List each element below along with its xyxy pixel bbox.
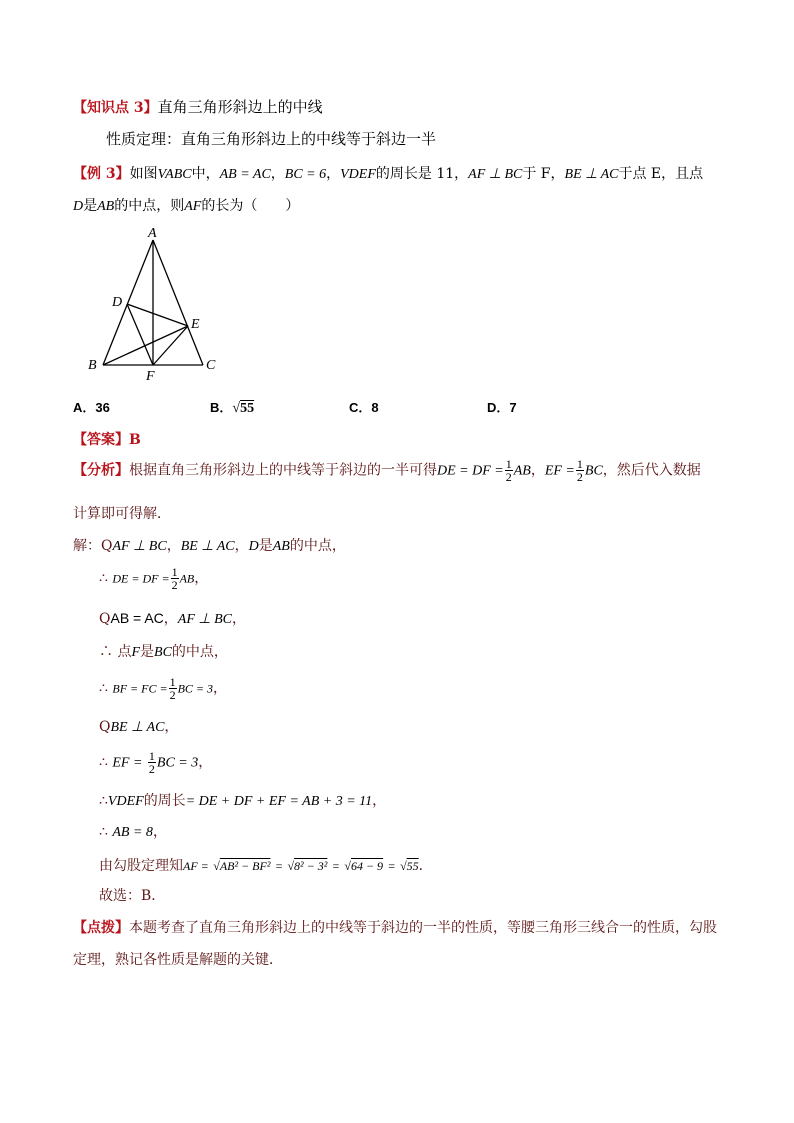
section-title: 直角三角形斜边上的中线 xyxy=(157,98,323,116)
theorem-line xyxy=(106,128,436,149)
equation: EF = xyxy=(544,463,575,479)
label-e: E xyxy=(191,317,200,332)
label-a: A xyxy=(148,226,157,241)
example-text: 的长为（ ） xyxy=(201,198,300,214)
example-text: 是 xyxy=(83,198,98,214)
analysis-tag: 【分析】 xyxy=(73,462,129,479)
solution-line-4: ∴ 点F是BC的中点， xyxy=(99,644,228,660)
example-text: 于 F， xyxy=(522,166,565,182)
comment-text: 本题考查了直角三角形斜边上的中线等于斜边的一半的性质，等腰三角形三线合一的性质，勾股 xyxy=(129,920,717,936)
equation: AB xyxy=(513,463,531,479)
solution-line-5: ∴ BF = FC = $\frac{1}{2}$ BC = 3， xyxy=(99,675,228,702)
analysis-text: ，然后代入数据 xyxy=(602,462,701,479)
segment-df xyxy=(127,304,153,365)
analysis-line-1 xyxy=(73,458,701,483)
solution-line-10: 由勾股定理知AF = √AB² − BF² = √8² − 3² = √64 − 9 = √55． xyxy=(99,858,433,874)
equation: DE = DF = xyxy=(437,463,504,479)
example-text: 的周长是 11， xyxy=(375,166,469,182)
solution-line-7: ∴ EF = $\frac{1}{2}$ BC = 3， xyxy=(99,749,213,776)
label-b: B xyxy=(88,358,97,373)
solution-label: 解： xyxy=(73,538,101,554)
triangle-def: VDEF xyxy=(340,167,376,182)
segment-de xyxy=(127,304,188,326)
option-c[interactable]: C．8 xyxy=(349,400,379,415)
comment-tag: 【点拨】 xyxy=(73,920,129,936)
example-text: 的中点，则 xyxy=(114,198,185,214)
example-tag: 【例 3】 xyxy=(73,166,130,182)
answer-line xyxy=(73,429,141,449)
solution-line-9: ∴ AB = 8， xyxy=(99,824,167,840)
option-d[interactable]: D．7 xyxy=(487,400,517,415)
fraction-half: $\frac{1}{2}$ xyxy=(576,457,583,484)
math-var: D xyxy=(73,199,84,214)
triangle-figure xyxy=(84,222,224,382)
triangle-abc: VABC xyxy=(157,167,192,182)
label-d: D xyxy=(112,295,123,310)
solution-line-2: ∴ DE = DF = $\frac{1}{2}$ AB， xyxy=(99,565,209,592)
solution-line-11: 故选：B． xyxy=(99,888,166,904)
comment-line-1 xyxy=(73,917,717,937)
answer-tag: 【答案】 xyxy=(73,432,129,448)
equation: BE ⊥ AC xyxy=(564,167,619,182)
example-text: 中， xyxy=(191,166,220,182)
option-b-prefix: B． xyxy=(210,400,233,415)
example-line-1 xyxy=(73,163,703,183)
label-c: C xyxy=(206,358,216,373)
solution-line-1: 解：QAF ⊥ BC，BE ⊥ AC，D是AB的中点， xyxy=(73,538,346,554)
segment-ef xyxy=(153,326,188,365)
option-b[interactable]: B．√55 xyxy=(210,400,255,416)
analysis-text: 根据直角三角形斜边上的中线等于斜边的一半可得 xyxy=(129,462,437,479)
example-text: 于点 E，且点 xyxy=(618,166,704,182)
fraction-half: $\frac{1}{2}$ xyxy=(505,457,512,484)
example-text: 如图 xyxy=(129,166,158,182)
analysis-line-2: 计算即可得解． xyxy=(73,506,171,522)
theorem-label: 性质定理： xyxy=(106,130,182,148)
solution-line-6: QBE ⊥ AC， xyxy=(99,719,179,735)
theorem-text: 直角三角形斜边上的中线等于斜边一半 xyxy=(181,130,437,148)
solution-line-8: ∴VDEF的周长= DE + DF + EF = AB + 3 = 11， xyxy=(99,793,387,809)
separator: ， xyxy=(270,166,285,182)
option-b-value: 55 xyxy=(240,401,255,416)
equation: AB = AC xyxy=(219,167,271,182)
section-tag: 【知识点 3】 xyxy=(73,100,158,116)
equation: BC = 6 xyxy=(284,167,327,182)
comment-line-2: 定理，熟记各性质是解题的关键． xyxy=(73,952,283,968)
label-f: F xyxy=(146,369,155,382)
math-var: AB xyxy=(97,199,115,214)
math-var: AF xyxy=(184,199,202,214)
answer-value: B xyxy=(129,432,141,448)
separator: ， xyxy=(530,462,545,479)
separator: ， xyxy=(326,166,341,182)
section-header xyxy=(73,96,323,117)
equation: BC xyxy=(584,463,603,479)
option-a[interactable]: A．36 xyxy=(73,400,110,415)
equation: AF ⊥ BC xyxy=(468,167,523,182)
example-line-2 xyxy=(73,195,299,215)
side-ac xyxy=(153,240,203,365)
solution-line-3: QAB = AC，AF ⊥ BC， xyxy=(99,610,246,627)
